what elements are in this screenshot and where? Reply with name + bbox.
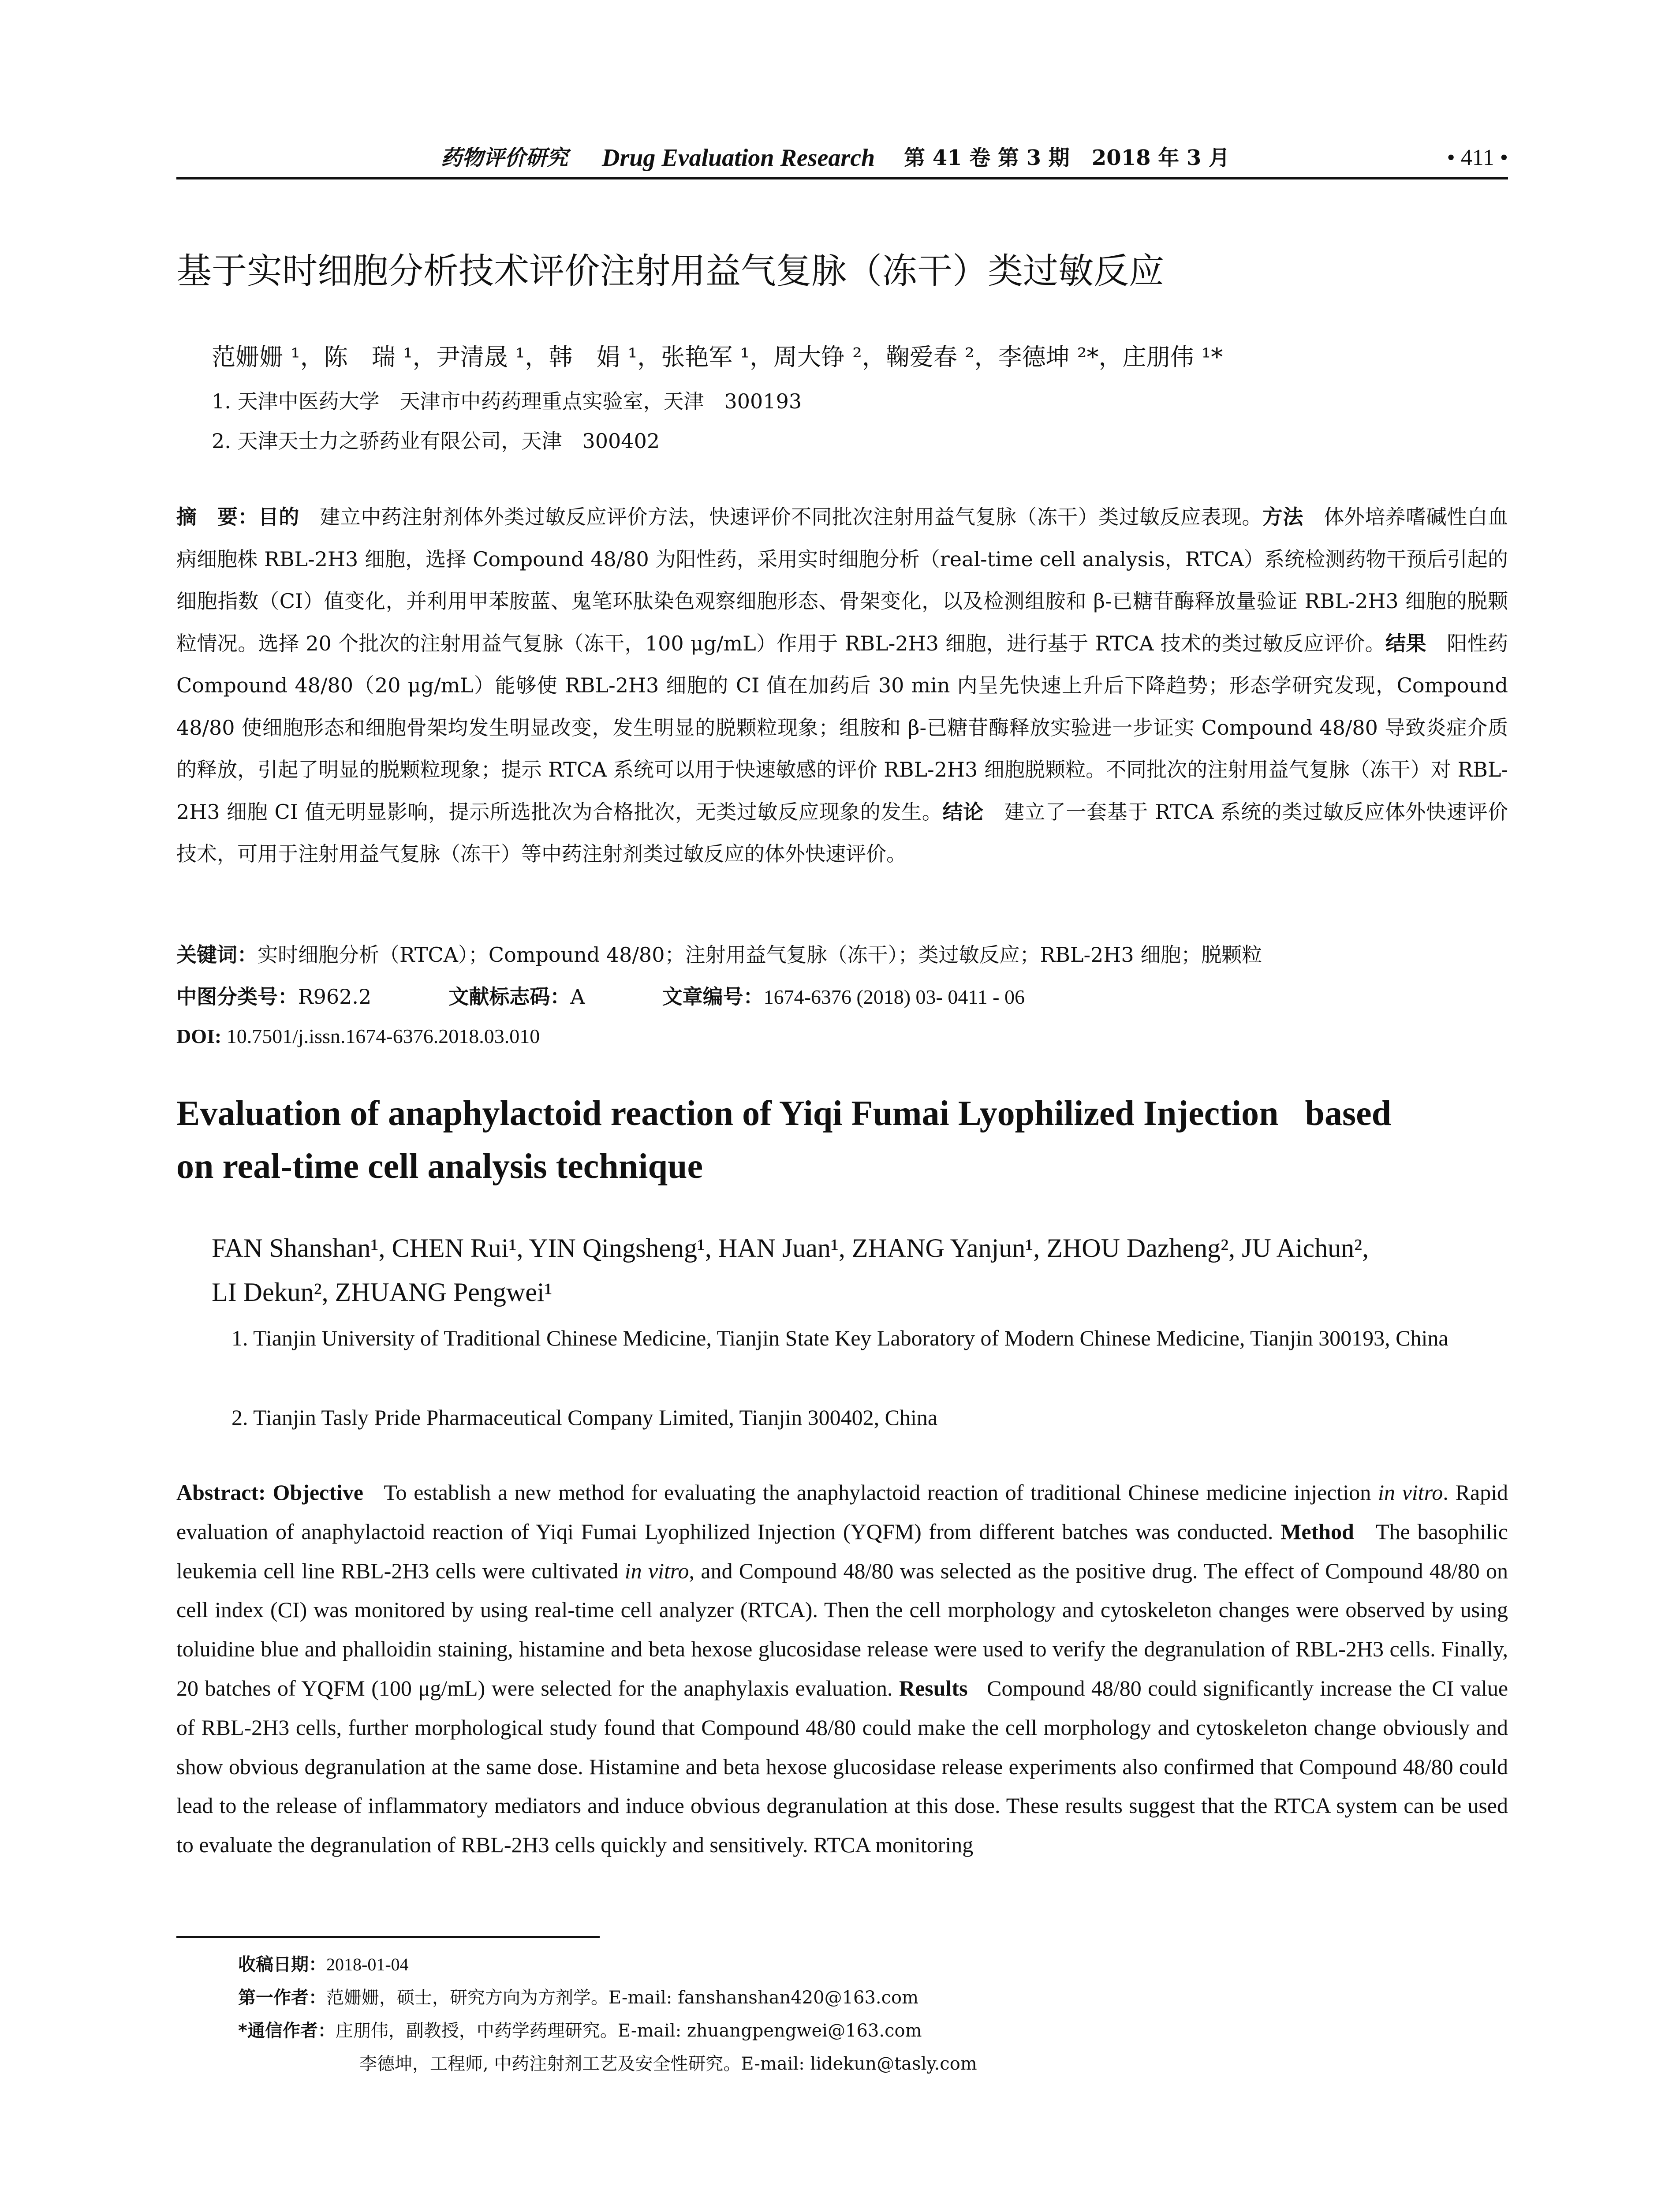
corresponding-label: *通信作者： (238, 2021, 336, 2041)
journal-logo: 药物评价研究 (441, 146, 568, 170)
results-text: 阳性药 Compound 48/80（20 μg/mL）能够使 RBL-2H3 细胞的 CI 值在加药后 30 min 内呈先快速上升后下降趋势；形态学研究发现，Compound 48/80 使细胞形态和细胞骨架均发生明显改变，发生明显的脱颗粒现象；组胺和 β-已糖苷酶释放实验进一步证实 Compound 48/80 导致炎症介质的释放，引起了明显的脱颗粒现象；提示 RTCA 系统可以用于快速敏感的评价 RBL-2H3 细胞脱颗粒。不同批次的注射用益气复脉（冻干）对 RBL-2H3 细胞 CI 值无明显影响，提示所选批次为合格批次，无类过敏反应现象的发生。 (176, 631, 1508, 824)
issue-info: 第 41 卷 第 3 期 2018 年 3 月 (904, 146, 1230, 170)
footnote-rule (176, 1936, 600, 1938)
objective-label: 目的 (258, 505, 299, 529)
journal-name: Drug Evaluation Research (602, 144, 875, 172)
doi-label: DOI: (176, 1025, 222, 1047)
footnote-first-author (238, 1982, 1508, 2013)
clc-label: 中图分类号： (176, 985, 298, 1009)
footnote-received (238, 1949, 1508, 1980)
chinese-authors: 范姗姗 ¹，陈 瑞 ¹，尹清晟 ¹，韩 娟 ¹，张艳军 ¹，周大铮 ²，鞠爱春 ²，李德坤 ²*，庄朋伟 ¹* (212, 343, 1223, 371)
first-author-text: 范姗姗，硕士，研究方向为方剂学。E-mail: fanshanshan420@163.com (326, 1988, 919, 2008)
doc-code-value: A (570, 985, 585, 1009)
running-header (176, 140, 1508, 176)
chinese-affiliation-1: 1. 天津中医药大学 天津市中药药理重点实验室，天津 300193 (212, 389, 802, 413)
chinese-title: 基于实时细胞分析技术评价注射用益气复脉（冻干）类过敏反应 (176, 250, 1164, 292)
chinese-affiliation-2: 2. 天津天士力之骄药业有限公司，天津 300402 (212, 429, 660, 453)
method-label: 方法 (1262, 505, 1303, 529)
received-date: 2018-01-04 (326, 1955, 409, 1974)
english-authors-line-1: FAN Shanshan¹, CHEN Rui¹, YIN Qingsheng¹, HAN Juan¹, ZHANG Yanjun¹, ZHOU Dazheng², JU Aichun², (212, 1233, 1369, 1263)
conclusion-text: 建立了一套基于 RTCA 系统的类过敏反应体外快速评价技术，可用于注射用益气复脉（冻干）等中药注射剂类过敏反应的体外快速评价。 (176, 800, 1508, 866)
en-objective-text-a: To establish a new method for evaluating the anaphylactoid reaction of traditional Chinese medicine injection (384, 1480, 1378, 1505)
en-method-in-vitro: in vitro (624, 1558, 689, 1583)
en-objective-label: Objective (273, 1480, 363, 1505)
english-title (176, 1087, 1508, 1193)
english-title-line-2: on real-time cell analysis technique (176, 1147, 703, 1186)
doc-code-label: 文献标志码： (448, 985, 571, 1009)
english-authors (212, 1226, 1508, 1314)
corresponding-text-1: 庄朋伟，副教授，中药学药理研究。E-mail: zhuangpengwei@163.com (335, 2021, 922, 2041)
objective-text: 建立中药注射剂体外类过敏反应评价方法，快速评价不同批次注射用益气复脉（冻干）类过敏反应表现。 (299, 505, 1262, 529)
page-number: • 411 • (1447, 145, 1508, 170)
english-authors-line-2: LI Dekun², ZHUANG Pengwei¹ (212, 1278, 553, 1307)
received-label: 收稿日期： (238, 1955, 326, 1975)
english-abstract (176, 1473, 1508, 1865)
article-no-label: 文章编号： (662, 985, 764, 1009)
en-results-text: Compound 48/80 could significantly increase the CI value of RBL-2H3 cells, further morphological study found that Compound 48/80 could make the cell morphology and cytoskeleton change obviously and show obvious degranulation at the same dose. Histamine and beta hexose glucosidase release experiments also confirmed that Compound 48/80 could lead to the release of inflammatory mediators and induce obvious degranulation at this dose. These results suggest that the RTCA system can be used to evaluate the degranulation of RBL-2H3 cells quickly and sensitively. RTCA monitoring (176, 1675, 1508, 1857)
en-abstract-label: Abstract: (176, 1480, 266, 1505)
en-objective-text-b: . Rapid evaluation of anaphylactoid reaction of Yiqi Fumai Lyophilized Injection (YQFM) from different batches was conducted. (176, 1480, 1508, 1544)
english-affiliation-1: 1. Tianjin University of Traditional Chinese Medicine, Tianjin State Key Laboratory of Modern Chinese Medicine, Tianjin 300193, China (231, 1326, 1449, 1350)
keywords-line (176, 937, 1508, 972)
footnote-corresponding-2: 李德坤，工程师, 中药注射剂工艺及安全性研究。E-mail: lidekun@tasly.com (359, 2054, 977, 2074)
english-affiliation-2: 2. Tianjin Tasly Pride Pharmaceutical Company Limited, Tianjin 300402, China (231, 1405, 938, 1430)
chinese-abstract (176, 496, 1508, 875)
en-method-text-b: , and Compound 48/80 was selected as the positive drug. The effect of Compound 48/80 on cell index (CI) was monitored by using real-time cell analyzer (RTCA). Then the cell morphology and cytoskeleton changes were observed by using toluidine blue and phalloidin staining, histamine and beta hexose glucosidase release were used to verify the degranulation of RBL-2H3 cells. Finally, 20 batches of YQFM (100 μg/mL) were selected for the anaphylaxis evaluation. (176, 1558, 1508, 1700)
method-text: 体外培养嗜碱性白血病细胞株 RBL-2H3 细胞，选择 Compound 48/80 为阳性药，采用实时细胞分析（real-time cell analysis，RTCA）系统检测药物干预后引起的细胞指数（CI）值变化，并利用甲苯胺蓝、鬼笔环肽染色观察细胞形态、骨架变化，以及检测组胺和 β-已糖苷酶释放量验证 RBL-2H3 细胞的脱颗粒情况。选择 20 个批次的注射用益气复脉（冻干，100 μg/mL）作用于 RBL-2H3 细胞，进行基于 RTCA 技术的类过敏反应评价。 (176, 505, 1508, 655)
doi-line (176, 1019, 1508, 1054)
en-results-label: Results (899, 1675, 968, 1700)
keywords-text: 实时细胞分析（RTCA）；Compound 48/80；注射用益气复脉（冻干）；类过敏反应；RBL-2H3 细胞；脱颗粒 (258, 943, 1262, 967)
footnote-corresponding (238, 2015, 1508, 2046)
en-objective-in-vitro: in vitro (1378, 1480, 1443, 1505)
clc-value: R962.2 (298, 985, 372, 1009)
en-method-text-a: The basophilic leukemia cell line RBL-2H3 cells were cultivated (176, 1519, 1508, 1583)
article-no-value: 1674-6376 (2018) 03- 0411 - 06 (763, 986, 1025, 1008)
classification-line (176, 979, 1508, 1015)
doi-value: 10.7501/j.issn.1674-6376.2018.03.010 (226, 1025, 540, 1047)
keywords-label: 关键词： (176, 943, 258, 967)
header-rule (176, 177, 1508, 179)
english-title-line-1: Evaluation of anaphylactoid reaction of Yiqi Fumai Lyophilized Injection based (176, 1094, 1392, 1133)
results-label: 结果 (1385, 631, 1426, 655)
first-author-label: 第一作者： (238, 1988, 326, 2008)
en-method-label: Method (1281, 1519, 1354, 1544)
abstract-label: 摘 要： (176, 505, 258, 529)
conclusion-label: 结论 (942, 800, 984, 824)
